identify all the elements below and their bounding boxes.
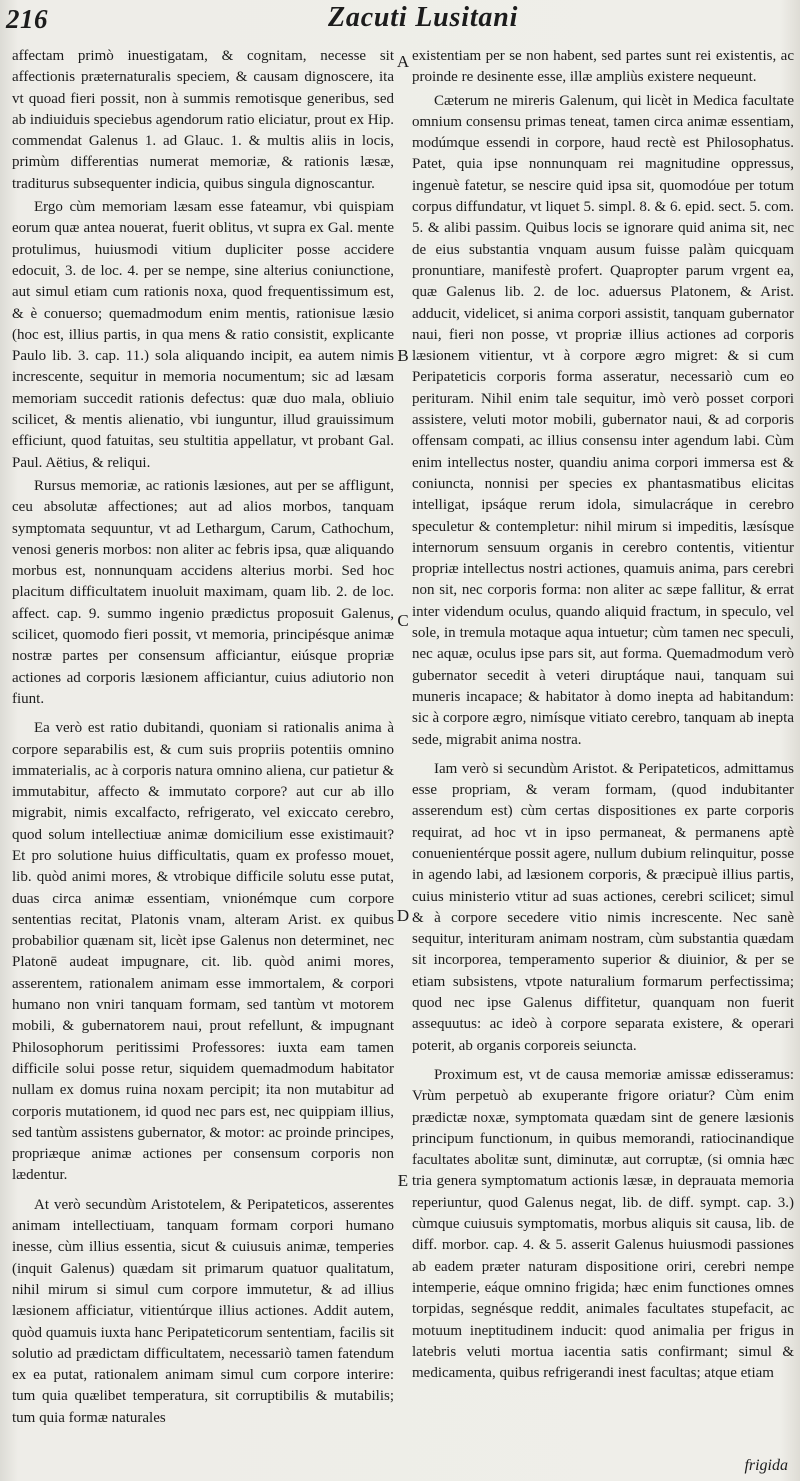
margin-letter-c: C [397, 611, 409, 630]
page-header [0, 0, 800, 46]
margin-letter-d: D [396, 906, 410, 925]
paragraph: affectam primò inuestigatam, & cognitam, necesse sit affectionis præternaturalis speciem, & causam dignoscere, ita vt quoad fieri possit, non à summis remotisque generibus, sed ab indiuiduis speciebus agendorum ratio eliciatur, prout ex Hip. commendat Galenus 1. ad Glauc. 1. & multis aliis in locis, primùm differentias numerat memoriæ, & rationis læsæ, traditurus subsequenter indicia, quibus singula dignoscantur. [12, 48, 394, 192]
running-title: Zacuti Lusitani [328, 2, 519, 33]
paragraph: Proximum est, vt de causa memoriæ amissæ edisseramus: Vrùm perpetuò ab exuperante frigore oriatur? Cùm enim prædictæ noxæ, symptomata quædam sint de genere læsionis principum functionum, in quibus memorandi, ratiocinandique facultates abolitæ sunt, diminutæ, aut corruptæ, (si omnia hæc tria genera symptomatum actionis læsæ, in deprauata memoria reperiuntur, quod Galenus negat, lib. de diff. sympt. cap. 3.) cùmque cuiusuis symptomatis, morbus aliquis sit causa, lib. de diff. morbor. cap. 4. & 5. asserit Galenus huiusmodi passiones ab eadem præter naturam dispositione oriri, cerebri nempe intemperie, eáque omnino frigida; hæc enim functiones omnes torpidas, segnésque reddit, animales facultates stupefacit, ac motuum ineptitudinem inducit: quod animalia per frigus in latebris veluti mortua iacentia satis confirmant; simul & medicamenta, quibus refrigerandi inest facultas; atque etiam [412, 1066, 794, 1382]
paragraph: Ea verò est ratio dubitandi, quoniam si rationalis anima à corpore separabilis est, & cum suis propriis potentiis omnino immaterialis, ac à corporis natura omnino aliena, cur patietur & immutabitur, affecto & immutato corpore? aut cur ab illo migrabit, nimis excalfacto, refrigerato, vel exiccato cerebro, quod solum intellectiuæ animæ domicilium esse existimauit? Et pro solutione huius difficultatis, quam ex professo mouet, lib. quòd animi mores, & vtrobique difficile solutu esse putat, duas circa animæ essentiam, vnionémque cum corpore sententias recitat, Platonis vnam, alteram Arist. ex quibus probabilior quænam sit, licèt ipse Galenus non determinet, nec Platonē audeat impugnare, cit. lib. quòd animi mores, asserentem, rationalem animam esse immortalem, & corpori humano non vniri tanquam formam, sed tantùm vt motorem mobili, & gubernatorem naui, prout refellunt, & impugnant Philosophorum peritissimi Professores: iuxta eam tamen difficile solui posse retur, siquidem quemadmodum habitator nullam ex domus ruina noxam percipit; ita non mutabitur ad corporis mutationem, id quod nec pars est, nec quippiam illius, sed tantùm assistens gubernator, & motor: ac proinde principes, propriæque animæ actiones per consensum corporis non lædentur. [12, 720, 394, 1184]
paragraph: At verò secundùm Aristotelem, & Peripateticos, asserentes animam intellectiuam, tanquam formam corpori humano inesse, cùm illius essentia, sicut & cuiusuis animæ, temperies (inquit Galenus) quædam sit primarum quatuor qualitatum, nihil mirum si simul cum corpore immutetur, & ad illius læsionem afficiatur, vitientúrque illius actiones. Addit autem, quòd quamuis iuxta hanc Peripateticorum sententiam, facilis sit solutio ad prædictam difficultatem, necessariò tamen fatendum ex ea putat, rationalem animam simul cum corpore interire: tum quia quælibet temperatura, sit corruptibilis & mutabilis; tum quia formæ naturales [12, 1196, 394, 1426]
paragraph: Ergo cùm memoriam læsam esse fateamur, vbi quispiam eorum quæ antea nouerat, fuerit oblitus, vt supra ex Gal. mente protulimus, huiusmodi vitium dupliciter posse accidere edocuit, 3. de loc. 4. per se nempe, sine alterius coniunctione, aut simul etiam cum rationis noxa, quod frequentissimum est, & è conuerso; quemadmodum enim mentis, rationisue læsio (hoc est, illius partis, in qua mens & ratio consistit, explicante Paulo lib. 3. cap. 11.) sola aliquando incipit, ea autem nimis increscente, sequitur in memoria nocumentum; sic ad læsam memoriam succedit rationis defectus: quæ duo mala, obliuio scilicet, & mentis alienatio, vbi iunguntur, illud grauissimum efficiunt, quod fatuitas, seu stultitia appellatur, vt probant Gal. Paul. Aëtius, & reliqui. [12, 199, 394, 471]
paragraph: Cæterum ne mireris Galenum, qui licèt in Medica facultate omnium consensu primas teneat, tamen circa animæ essentiam, modúmque essendi in corpore, haud rectè est Philosophatus. Patet, quia ipse nonnunquam rei magnitudine oppressus, ingenuè fatetur, se nescire quid ipsa sit, quomodóue per totum corpus diffundatur, vt liquet 5. simpl. 8. & 6. epid. sect. 5. com. 5. & alibi passim. Quibus locis se ignorare quid anima sit, nec de eius substantia vnquam ausum fuisse palàm quicquam pronuntiare, manifestè profert. Quapropter parum vrgent ea, quæ Galenus lib. 2. de loc. aduersus Platonem, & Arist. adducit, videlicet, si anima corpori assistit, tanquam gubernator naui, fieri non posse, vt propriæ illius actiones ad corporis læsionem vitientur, vt à corpore ægro migret: & si cum Peripateticis corporis forma asseratur, necessariò cum eo perituram. Nihil enim tale sequitur, imò verò posset corpori assistere, veluti motor mobili, gubernator naui, & ad corporis offensam compati, ac illius consensu inter agendum labi. Cùm enim intellectus noster, quandiu anima corpori immersa est & coniuncta, nonnisi per species ex phantasmatibus elicitas intelligat, ipsáque rerum idola, simulacráque in cerebro speculetur & contempletur: nihil mirum si impeditis, læsísque internorum sensuum organis in cerebro contentis, vitientur propriæ intellectus nostri actiones, quamuis anima, pars cerebri non sit, nec corporis forma: non aliter ac sæpe fallitur, & errat inter videndum oculus, quando aliquid fractum, in speculo, vel sole, in tremula motaque aqua intuetur; cùm tamen nec speculi, nec aquæ, oculus ipse pars sit, aut forma. Quemadmodum verò gubernator secedit à veteri diruptáque naui, tanquam sui muneris incapace; & habitator à domo inepta ad habitandum: sic à corpore ægro, nimísque vitiato cerebro, tanquam ab inepta sede, migrabit anima nostra. [412, 92, 794, 748]
margin-letter-a: A [396, 52, 410, 71]
catchword: frigida [744, 1457, 788, 1474]
left-text-column [12, 46, 394, 1466]
margin-letter-e: E [397, 1171, 409, 1190]
right-text-column [412, 46, 794, 1476]
margin-letter-b: B [397, 346, 409, 365]
paragraph: existentiam per se non habent, sed partes sunt rei existentis, ac proinde re desinente esse, illæ ampliùs existere nequeunt. [412, 48, 794, 86]
page-number: 216 [6, 4, 48, 34]
paragraph: Iam verò si secundùm Aristot. & Peripateticos, admittamus esse propriam, & veram formam, (quod indubitanter asserendum est) cùm certas dispositiones ex parte corporis requirat, ad hoc vt in ipso permaneat, & permanens aptè conuenientérque possit agere, nullum dubium relinquitur, posse in agendo labi, ad læsionem corporis, & præcipuè illius partis, cuius ministerio vtitur ad suas actiones, cerebri scilicet; simul & à corpore secedere vitio nimis increscente. Nec sanè sequitur, interituram animam nostram, cùm substantia quædam sit incorporea, temperamento superior & diuinior, & per se etiam subsistens, vtpote naturalium formarum perfectissima; quod nec ipse Galenus diffitetur, quanquam non fuerit assequutus: ac ideò à corpore separata existere, & operari poterit, ab organis corporeis seiuncta. [412, 760, 794, 1054]
paragraph: Rursus memoriæ, ac rationis læsiones, aut per se affligunt, ceu absolutæ affectiones; aut ad alios morbos, tanquam symptomata sequuntur, vt ad Lethargum, Carum, Cathochum, venosi generis morbos: non aliter ac febris ipsa, quæ aliquando morbus est, nonnunquam accidens alterius morbi. Sed hoc placitum difficultatem inuoluit maximam, quam lib. 2. de loc. affect. cap. 9. summo ingenio prædictus proposuit Galenus, scilicet, quomodo fieri possit, vt memoria, principésque animæ nostræ partes per consensum afficiantur, eiúsque propriæ actiones ad corporis læsionem afficiantur, cuius adiutorio non fiunt. [12, 477, 394, 707]
